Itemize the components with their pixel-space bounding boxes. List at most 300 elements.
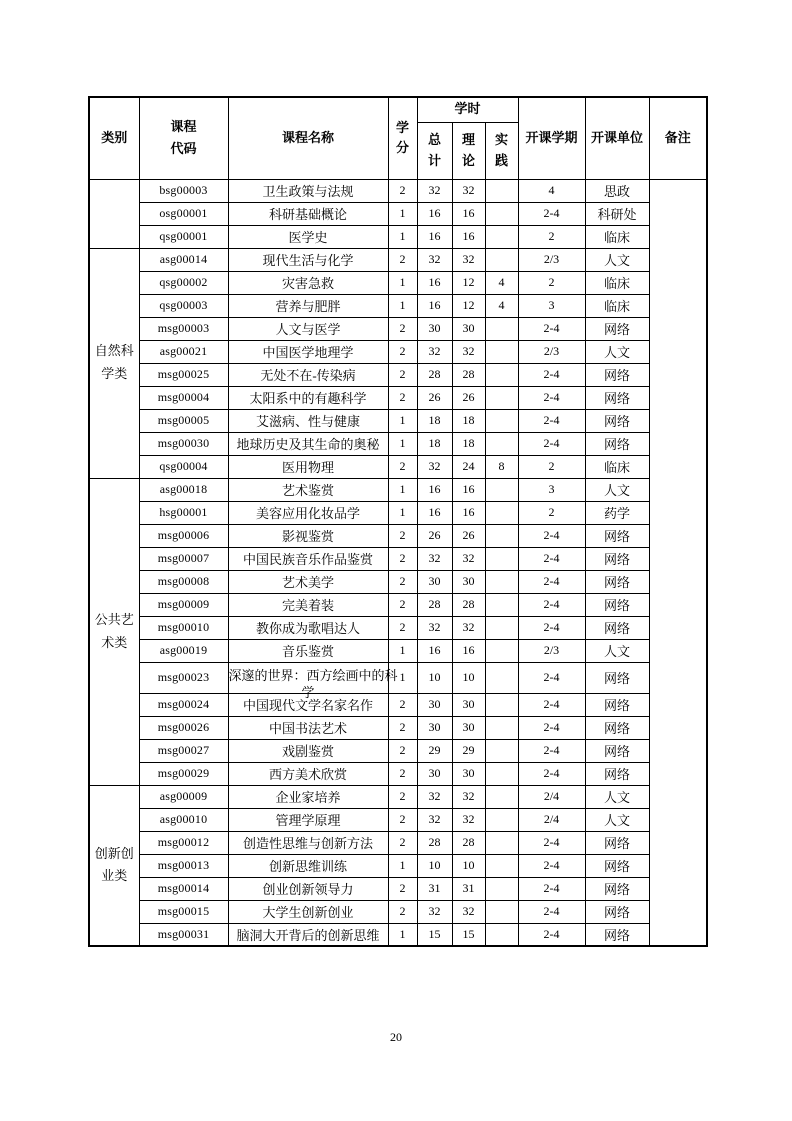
hours-practice-value	[485, 854, 518, 877]
hours-theory-value: 32	[452, 808, 485, 831]
hours-theory-value: 18	[452, 409, 485, 432]
credits-value: 2	[388, 693, 417, 716]
course-code: msg00012	[139, 831, 228, 854]
header-hours-practice-label: 实践	[494, 132, 508, 168]
course-code: msg00013	[139, 854, 228, 877]
hours-practice-value	[485, 762, 518, 785]
course-code: asg00009	[139, 785, 228, 808]
semester-value: 3	[518, 478, 585, 501]
course-row	[89, 432, 707, 455]
credits-value: 1	[388, 225, 417, 248]
semester-value: 2-4	[518, 432, 585, 455]
header-remarks: 备注	[649, 97, 707, 179]
hours-theory-value: 32	[452, 179, 485, 202]
hours-practice-value	[485, 570, 518, 593]
hours-practice-value	[485, 547, 518, 570]
department-value: 网络	[585, 693, 649, 716]
hours-total-value: 10	[417, 854, 452, 877]
course-name: 美容应用化妆品学	[228, 501, 388, 524]
course-row	[89, 831, 707, 854]
course-row	[89, 386, 707, 409]
semester-value: 2-4	[518, 363, 585, 386]
category-label: 公共艺术类	[94, 611, 134, 650]
credits-value: 1	[388, 294, 417, 317]
header-course-code-label: 课程代码	[170, 119, 197, 157]
course-code: osg00001	[139, 202, 228, 225]
hours-theory-value: 30	[452, 693, 485, 716]
credits-value: 2	[388, 762, 417, 785]
semester-value: 2-4	[518, 202, 585, 225]
semester-value: 2-4	[518, 854, 585, 877]
course-name: 中国民族音乐作品鉴赏	[228, 547, 388, 570]
course-table-body	[89, 179, 707, 946]
credits-value: 1	[388, 639, 417, 662]
course-name: 中国医学地理学	[228, 340, 388, 363]
course-name: 人文与医学	[228, 317, 388, 340]
hours-theory-value: 32	[452, 248, 485, 271]
credits-value: 2	[388, 386, 417, 409]
department-value: 药学	[585, 501, 649, 524]
department-value: 网络	[585, 570, 649, 593]
hours-practice-value	[485, 317, 518, 340]
credits-value: 2	[388, 831, 417, 854]
header-semester: 开课学期	[518, 97, 585, 179]
course-name: 中国现代文学名家名作	[228, 693, 388, 716]
hours-total-value: 16	[417, 639, 452, 662]
semester-value: 2-4	[518, 877, 585, 900]
course-row	[89, 616, 707, 639]
course-row	[89, 179, 707, 202]
hours-total-value: 16	[417, 202, 452, 225]
semester-value: 2-4	[518, 900, 585, 923]
course-name: 地球历史及其生命的奥秘	[228, 432, 388, 455]
category-cell	[89, 478, 139, 785]
course-row	[89, 900, 707, 923]
course-row	[89, 363, 707, 386]
course-row	[89, 808, 707, 831]
credits-value: 2	[388, 616, 417, 639]
course-name-line1: 深邃的世界：西方绘画中的科	[228, 668, 398, 683]
course-name: 教你成为歌唱达人	[228, 616, 388, 639]
credits-value: 2	[388, 808, 417, 831]
hours-practice-value	[485, 593, 518, 616]
category-cell	[89, 248, 139, 478]
course-row	[89, 639, 707, 662]
department-value: 网络	[585, 547, 649, 570]
credits-value: 2	[388, 877, 417, 900]
hours-theory-value: 26	[452, 524, 485, 547]
hours-practice-value	[485, 662, 518, 693]
semester-value: 2	[518, 501, 585, 524]
semester-value: 2-4	[518, 524, 585, 547]
header-hours-total-label: 总计	[427, 132, 441, 168]
department-value: 网络	[585, 900, 649, 923]
department-value: 临床	[585, 455, 649, 478]
hours-practice-value	[485, 478, 518, 501]
hours-total-value: 16	[417, 501, 452, 524]
hours-theory-value: 16	[452, 225, 485, 248]
department-value: 网络	[585, 854, 649, 877]
department-value: 网络	[585, 317, 649, 340]
credits-value: 2	[388, 524, 417, 547]
course-code: msg00029	[139, 762, 228, 785]
department-value: 思政	[585, 179, 649, 202]
course-name: 完美着装	[228, 593, 388, 616]
page-number: 20	[390, 1030, 402, 1044]
hours-total-value: 26	[417, 386, 452, 409]
course-name: 现代生活与化学	[228, 248, 388, 271]
header-hours-theory	[452, 122, 485, 179]
hours-total-value: 29	[417, 739, 452, 762]
credits-value: 1	[388, 854, 417, 877]
hours-practice-value	[485, 877, 518, 900]
hours-total-value: 32	[417, 547, 452, 570]
course-row	[89, 570, 707, 593]
hours-practice-value	[485, 386, 518, 409]
semester-value: 2-4	[518, 923, 585, 946]
course-code: msg00030	[139, 432, 228, 455]
course-name-line2-clipped: 学	[301, 685, 315, 700]
category-cell	[89, 179, 139, 248]
course-code: msg00023	[139, 662, 228, 693]
credits-value: 2	[388, 455, 417, 478]
header-hours-total	[417, 122, 452, 179]
course-name: 科研基础概论	[228, 202, 388, 225]
semester-value: 3	[518, 294, 585, 317]
hours-theory-value: 30	[452, 762, 485, 785]
course-code: hsg00001	[139, 501, 228, 524]
course-code: msg00015	[139, 900, 228, 923]
hours-practice-value	[485, 363, 518, 386]
course-code: msg00024	[139, 693, 228, 716]
hours-theory-value: 30	[452, 570, 485, 593]
hours-total-value: 30	[417, 716, 452, 739]
credits-value: 2	[388, 900, 417, 923]
course-code: qsg00001	[139, 225, 228, 248]
hours-total-value: 31	[417, 877, 452, 900]
hours-theory-value: 30	[452, 716, 485, 739]
category-cell	[89, 785, 139, 946]
hours-total-value: 30	[417, 317, 452, 340]
hours-practice-value	[485, 808, 518, 831]
department-value: 人文	[585, 639, 649, 662]
hours-theory-value: 31	[452, 877, 485, 900]
hours-total-value: 32	[417, 179, 452, 202]
credits-value: 1	[388, 478, 417, 501]
course-name: 灾害急救	[228, 271, 388, 294]
hours-theory-value: 10	[452, 854, 485, 877]
hours-theory-value: 28	[452, 363, 485, 386]
hours-total-value: 18	[417, 409, 452, 432]
credits-value: 1	[388, 501, 417, 524]
hours-theory-value: 32	[452, 340, 485, 363]
course-name: 创造性思维与创新方法	[228, 831, 388, 854]
course-row	[89, 317, 707, 340]
course-row	[89, 693, 707, 716]
course-code: msg00031	[139, 923, 228, 946]
hours-theory-value: 24	[452, 455, 485, 478]
course-row	[89, 923, 707, 946]
course-code: msg00025	[139, 363, 228, 386]
hours-theory-value: 29	[452, 739, 485, 762]
header-course-code	[139, 97, 228, 179]
hours-total-value: 30	[417, 570, 452, 593]
department-value: 网络	[585, 762, 649, 785]
hours-total-value: 28	[417, 363, 452, 386]
hours-theory-value: 32	[452, 785, 485, 808]
department-value: 人文	[585, 248, 649, 271]
credits-value: 2	[388, 716, 417, 739]
department-value: 网络	[585, 524, 649, 547]
course-name: 影视鉴赏	[228, 524, 388, 547]
hours-practice-value	[485, 524, 518, 547]
course-row	[89, 716, 707, 739]
department-value: 网络	[585, 716, 649, 739]
course-code: msg00006	[139, 524, 228, 547]
course-code: asg00019	[139, 639, 228, 662]
hours-theory-value: 32	[452, 547, 485, 570]
course-row	[89, 294, 707, 317]
credits-value: 2	[388, 317, 417, 340]
hours-total-value: 28	[417, 831, 452, 854]
hours-total-value: 16	[417, 225, 452, 248]
semester-value: 2-4	[518, 547, 585, 570]
hours-total-value: 32	[417, 785, 452, 808]
credits-value: 2	[388, 739, 417, 762]
course-row	[89, 202, 707, 225]
credits-value: 1	[388, 432, 417, 455]
hours-practice-value	[485, 716, 518, 739]
hours-total-value: 28	[417, 593, 452, 616]
course-code: msg00004	[139, 386, 228, 409]
hours-practice-value	[485, 616, 518, 639]
course-name: 艾滋病、性与健康	[228, 409, 388, 432]
header-credits-label: 学分	[395, 120, 409, 156]
hours-theory-value: 28	[452, 831, 485, 854]
header-credits	[388, 97, 417, 179]
course-name-clipped	[228, 665, 398, 700]
semester-value: 2-4	[518, 739, 585, 762]
hours-total-value: 16	[417, 294, 452, 317]
hours-practice-value	[485, 923, 518, 946]
hours-practice-value	[485, 248, 518, 271]
semester-value: 2-4	[518, 409, 585, 432]
hours-total-value: 32	[417, 616, 452, 639]
semester-value: 2/4	[518, 785, 585, 808]
course-code: msg00027	[139, 739, 228, 762]
hours-total-value: 16	[417, 271, 452, 294]
department-value: 科研处	[585, 202, 649, 225]
hours-practice-value	[485, 693, 518, 716]
course-name: 戏剧鉴赏	[228, 739, 388, 762]
hours-practice-value	[485, 225, 518, 248]
course-code: msg00007	[139, 547, 228, 570]
semester-value: 2/4	[518, 808, 585, 831]
hours-theory-value: 26	[452, 386, 485, 409]
department-value: 网络	[585, 877, 649, 900]
course-code: asg00021	[139, 340, 228, 363]
credits-value: 1	[388, 202, 417, 225]
hours-practice-value	[485, 179, 518, 202]
hours-theory-value: 16	[452, 501, 485, 524]
semester-value: 2-4	[518, 716, 585, 739]
department-value: 网络	[585, 616, 649, 639]
hours-theory-value: 32	[452, 900, 485, 923]
category-label: 创新创业类	[94, 845, 134, 884]
course-code: msg00026	[139, 716, 228, 739]
hours-practice-value	[485, 501, 518, 524]
hours-practice-value: 4	[485, 271, 518, 294]
semester-value: 2	[518, 455, 585, 478]
department-value: 临床	[585, 225, 649, 248]
header-category: 类别	[89, 97, 139, 179]
credits-value: 2	[388, 248, 417, 271]
course-code: bsg00003	[139, 179, 228, 202]
semester-value: 2-4	[518, 762, 585, 785]
course-name: 音乐鉴赏	[228, 639, 388, 662]
course-code: msg00014	[139, 877, 228, 900]
course-row	[89, 877, 707, 900]
semester-value: 2-4	[518, 570, 585, 593]
semester-value: 2/3	[518, 248, 585, 271]
department-value: 网络	[585, 386, 649, 409]
category-label: 自然科学类	[94, 343, 134, 381]
course-code: asg00014	[139, 248, 228, 271]
hours-practice-value	[485, 409, 518, 432]
course-name: 医学史	[228, 225, 388, 248]
course-code: msg00009	[139, 593, 228, 616]
department-value: 临床	[585, 294, 649, 317]
course-name: 艺术鉴赏	[228, 478, 388, 501]
hours-practice-value	[485, 202, 518, 225]
hours-total-value: 32	[417, 455, 452, 478]
hours-theory-value: 10	[452, 662, 485, 693]
department-value: 网络	[585, 432, 649, 455]
semester-value: 2-4	[518, 693, 585, 716]
course-row	[89, 248, 707, 271]
course-name: 创业创新领导力	[228, 877, 388, 900]
header-row-1	[89, 97, 707, 122]
hours-theory-value: 16	[452, 639, 485, 662]
credits-value: 1	[388, 662, 417, 693]
course-name: 无处不在-传染病	[228, 363, 388, 386]
semester-value: 4	[518, 179, 585, 202]
semester-value: 2-4	[518, 831, 585, 854]
hours-total-value: 30	[417, 762, 452, 785]
course-code: qsg00003	[139, 294, 228, 317]
course-name: 脑洞大开背后的创新思维	[228, 923, 388, 946]
department-value: 网络	[585, 662, 649, 693]
credits-value: 1	[388, 271, 417, 294]
hours-theory-value: 18	[452, 432, 485, 455]
course-row	[89, 409, 707, 432]
hours-total-value: 18	[417, 432, 452, 455]
course-name: 企业家培养	[228, 785, 388, 808]
hours-total-value: 16	[417, 478, 452, 501]
course-name: 艺术美学	[228, 570, 388, 593]
hours-total-value: 10	[417, 662, 452, 693]
semester-value: 2/3	[518, 639, 585, 662]
hours-total-value: 32	[417, 248, 452, 271]
credits-value: 2	[388, 179, 417, 202]
course-name	[228, 662, 398, 700]
course-row	[89, 547, 707, 570]
department-value: 网络	[585, 831, 649, 854]
hours-theory-value: 12	[452, 271, 485, 294]
course-code: asg00010	[139, 808, 228, 831]
credits-value: 2	[388, 547, 417, 570]
hours-practice-value: 8	[485, 455, 518, 478]
credits-value: 1	[388, 923, 417, 946]
hours-theory-value: 32	[452, 616, 485, 639]
course-code: msg00003	[139, 317, 228, 340]
course-name: 营养与肥胖	[228, 294, 388, 317]
hours-theory-value: 16	[452, 478, 485, 501]
course-row	[89, 739, 707, 762]
remarks-cell	[649, 179, 707, 946]
course-row	[89, 225, 707, 248]
credits-value: 2	[388, 340, 417, 363]
semester-value: 2-4	[518, 593, 585, 616]
department-value: 临床	[585, 271, 649, 294]
course-row	[89, 340, 707, 363]
hours-total-value: 26	[417, 524, 452, 547]
hours-theory-value: 15	[452, 923, 485, 946]
semester-value: 2-4	[518, 386, 585, 409]
header-hours-theory-label: 理论	[461, 132, 475, 168]
course-name: 大学生创新创业	[228, 900, 388, 923]
credits-value: 2	[388, 785, 417, 808]
hours-practice-value	[485, 785, 518, 808]
course-name: 创新思维训练	[228, 854, 388, 877]
header-hours-practice	[485, 122, 518, 179]
course-code: qsg00002	[139, 271, 228, 294]
department-value: 人文	[585, 808, 649, 831]
semester-value: 2-4	[518, 662, 585, 693]
course-name: 中国书法艺术	[228, 716, 388, 739]
course-code: qsg00004	[139, 455, 228, 478]
hours-theory-value: 12	[452, 294, 485, 317]
semester-value: 2-4	[518, 616, 585, 639]
credits-value: 2	[388, 593, 417, 616]
hours-practice-value	[485, 340, 518, 363]
header-department: 开课单位	[585, 97, 649, 179]
hours-practice-value: 4	[485, 294, 518, 317]
course-row	[89, 478, 707, 501]
hours-practice-value	[485, 900, 518, 923]
hours-theory-value: 30	[452, 317, 485, 340]
course-row	[89, 455, 707, 478]
course-code: msg00010	[139, 616, 228, 639]
hours-theory-value: 16	[452, 202, 485, 225]
hours-total-value: 32	[417, 808, 452, 831]
course-row	[89, 762, 707, 785]
hours-practice-value	[485, 639, 518, 662]
course-row	[89, 271, 707, 294]
department-value: 网络	[585, 739, 649, 762]
course-name: 西方美术欣赏	[228, 762, 388, 785]
department-value: 网络	[585, 593, 649, 616]
semester-value: 2/3	[518, 340, 585, 363]
hours-practice-value	[485, 739, 518, 762]
semester-value: 2-4	[518, 317, 585, 340]
course-row	[89, 524, 707, 547]
course-row	[89, 501, 707, 524]
hours-total-value: 30	[417, 693, 452, 716]
course-row	[89, 662, 707, 693]
hours-total-value: 15	[417, 923, 452, 946]
department-value: 网络	[585, 409, 649, 432]
